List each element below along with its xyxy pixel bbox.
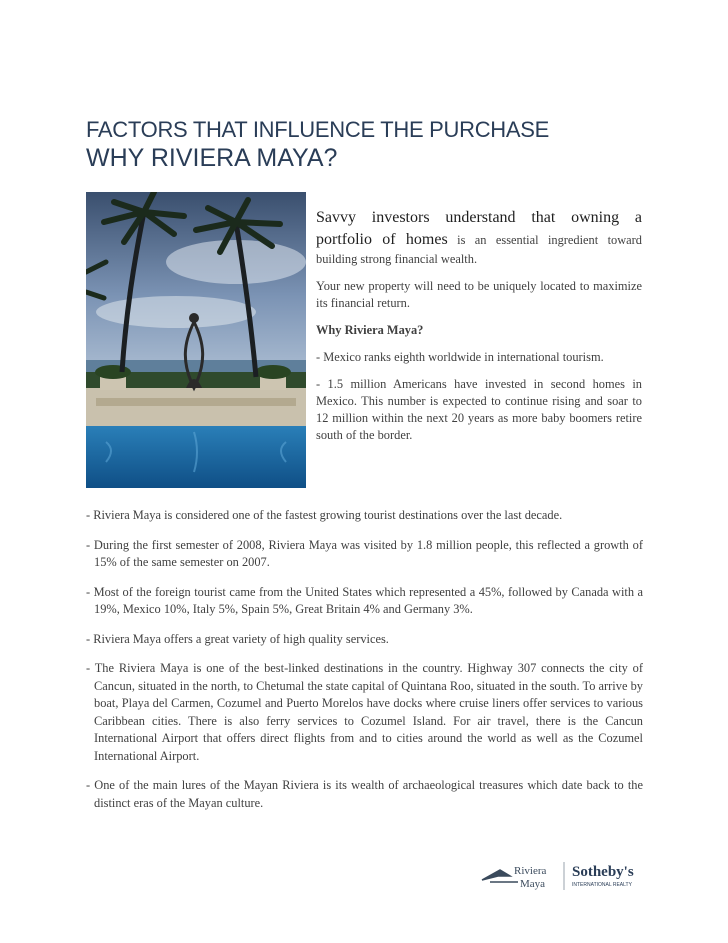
- intro-lead-emphasis: Savvy investors understand that owning a portfolio of homes: [316, 209, 642, 248]
- body-paragraph-2: - During the first semester of 2008, Riviera Maya was visited by 1.8 million people, this reflected a growth of 15% of the same semester on 2007.: [86, 537, 643, 569]
- body-column: [86, 507, 643, 824]
- intro-lead-rest: is an essential ingredient toward building strong financial wealth.: [316, 233, 643, 266]
- page-kicker: FACTORS THAT INFLUENCE THE PURCHASE: [86, 117, 549, 142]
- body-paragraph-6: - One of the main lures of the Mayan Riviera is its wealth of archaeological treasures which date back to the distinct eras of the Mayan culture.: [86, 778, 643, 810]
- page-heading: [86, 116, 686, 173]
- body-paragraph-4: - Riviera Maya offers a great variety of high quality services.: [86, 631, 389, 646]
- page-title: WHY RIVIERA MAYA?: [86, 144, 338, 172]
- intro-bullet-2: - 1.5 million Americans have invested in second homes in Mexico. This number is expected to continue rising and soar to 12 million within the next 20 years as more baby boomers retire south of the border.: [316, 377, 642, 442]
- body-paragraph-5: - The Riviera Maya is one of the best-linked destinations in the country. Highway 307 connects the city of Cancun, situated in the north, to Chetumal the state capital of Quintana Roo, situated in the south. To arrive by boat, Playa del Carmen, Cozumel and Puerto Morelos have docks where cruise liners offer services to various Caribbean cities. There is also ferry services to Cozumel Island. For air travel, there is the Cancun International Airport that offers direct flights from and to cities around the world as well as the Cozumel International Airport.: [86, 661, 643, 763]
- intro-lead: [316, 207, 642, 268]
- body-paragraph-3: - Most of the foreign tourist came from the United States which represented a 45%, followed by Canada with a 19%, Mexico 10%, Italy 5%, Spain 5%, Great Britain 4% and Germany 3%.: [86, 584, 643, 616]
- footer-logo: [478, 856, 648, 896]
- intro-bullet-1: - Mexico ranks eighth worldwide in international tourism.: [316, 350, 604, 364]
- body-paragraph-1: - Riviera Maya is considered one of the fastest growing tourist destinations over the last decade.: [86, 508, 563, 522]
- riviera-maya-logo-icon: [482, 870, 518, 882]
- intro-subheading: Why Riviera Maya?: [316, 323, 424, 337]
- logo-brand1-line1: Riviera: [514, 865, 547, 877]
- logo-brand1-line2: Maya: [520, 878, 546, 890]
- logo-brand2-name: Sotheby's: [572, 864, 634, 880]
- intro-paragraph: Your new property will need to be uniquely located to maximize its financial return.: [316, 279, 642, 310]
- intro-column: [316, 207, 642, 454]
- logo-brand2-sub: INTERNATIONAL REALTY: [572, 882, 632, 888]
- resort-pool-photo: [86, 192, 306, 488]
